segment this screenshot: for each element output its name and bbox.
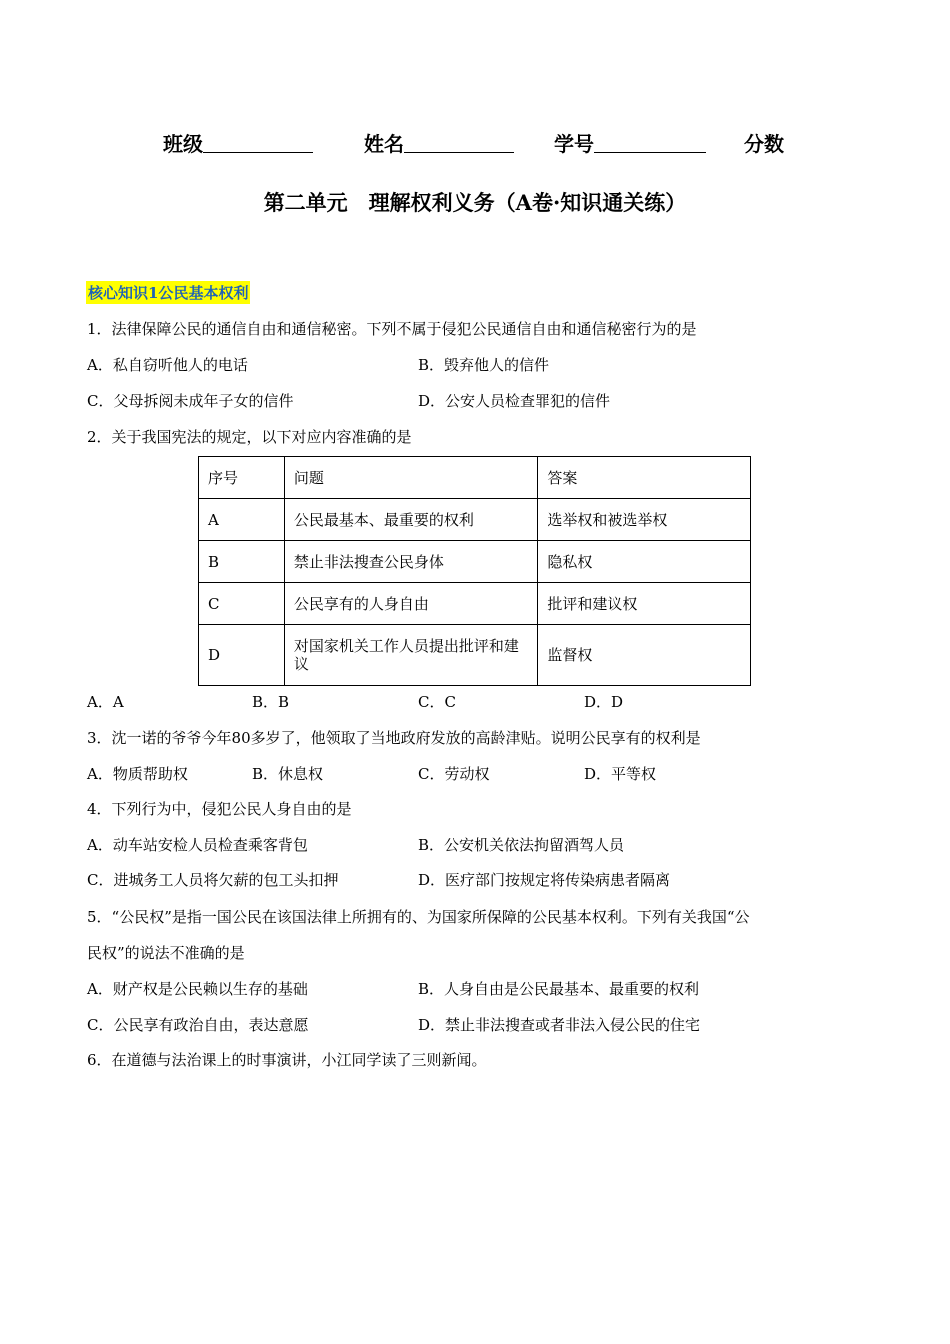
table-header-question: 问题 <box>284 457 538 499</box>
table-cell-answer: 选举权和被选举权 <box>538 499 751 541</box>
question-2-option-d[interactable]: D．D <box>584 693 624 711</box>
table-cell-id: A <box>199 499 285 541</box>
question-2-option-c[interactable]: C．C <box>418 693 456 711</box>
question-5-stem-line1: 5．“公民权”是指一国公民在该国法律上所拥有的、为国家所保障的公民基本权利。下列有关我国“公 <box>87 908 750 926</box>
question-5-stem-line2: 民权”的说法不准确的是 <box>87 944 245 962</box>
table-row <box>199 583 751 625</box>
question-4-option-d[interactable]: D．医疗部门按规定将传染病患者隔离 <box>418 871 671 889</box>
table-cell-question: 公民最基本、最重要的权利 <box>284 499 538 541</box>
table-row <box>199 499 751 541</box>
name-field <box>364 128 514 157</box>
number-field <box>554 128 706 157</box>
class-field <box>163 128 313 157</box>
question-1-stem: 1．法律保障公民的通信自由和通信秘密。下列不属于侵犯公民通信自由和通信秘密行为的是 <box>87 320 697 338</box>
table-cell-answer: 批评和建议权 <box>538 583 751 625</box>
constitution-table <box>198 456 751 686</box>
question-3-stem: 3．沈一诺的爷爷今年80多岁了，他领取了当地政府发放的高龄津贴。说明公民享有的权利是 <box>87 729 701 747</box>
question-5-option-c[interactable]: C．公民享有政治自由，表达意愿 <box>87 1016 309 1034</box>
table-cell-answer: 隐私权 <box>538 541 751 583</box>
class-blank[interactable] <box>203 132 313 153</box>
question-5-option-a[interactable]: A．财产权是公民赖以生存的基础 <box>87 980 308 998</box>
question-6-stem: 6．在道德与法治课上的时事演讲，小江同学读了三则新闻。 <box>87 1051 487 1069</box>
table-row <box>199 541 751 583</box>
question-4-option-a[interactable]: A．动车站安检人员检查乘客背包 <box>87 836 308 854</box>
table-cell-question: 对国家机关工作人员提出批评和建议 <box>284 625 538 686</box>
question-2-option-a[interactable]: A．A <box>87 693 124 711</box>
question-3-option-d[interactable]: D．平等权 <box>584 765 657 783</box>
name-blank[interactable] <box>404 132 514 153</box>
table-cell-answer: 监督权 <box>538 625 751 686</box>
table-cell-id: D <box>199 625 285 686</box>
table-header-id: 序号 <box>199 457 285 499</box>
table-header-row <box>199 457 751 499</box>
question-4-stem: 4．下列行为中，侵犯公民人身自由的是 <box>87 800 352 818</box>
class-label: 班级 <box>163 132 203 156</box>
question-1-option-b[interactable]: B．毁弃他人的信件 <box>418 356 550 374</box>
question-3-option-a[interactable]: A．物质帮助权 <box>87 765 188 783</box>
score-label: 分数 <box>744 132 784 156</box>
question-2-option-b[interactable]: B．B <box>252 693 290 711</box>
page-title: 第二单元 理解权利义务（A卷·知识通关练） <box>263 190 687 215</box>
number-blank[interactable] <box>594 132 706 153</box>
question-3-option-c[interactable]: C．劳动权 <box>418 765 490 783</box>
question-1-option-d[interactable]: D．公安人员检查罪犯的信件 <box>418 392 611 410</box>
question-1-option-c[interactable]: C．父母拆阅未成年子女的信件 <box>87 392 294 410</box>
score-field <box>744 128 784 157</box>
question-4-option-c[interactable]: C．进城务工人员将欠薪的包工头扣押 <box>87 871 339 889</box>
name-label: 姓名 <box>364 132 404 156</box>
number-label: 学号 <box>554 132 594 156</box>
table-cell-question: 公民享有的人身自由 <box>284 583 538 625</box>
table-cell-question: 禁止非法搜查公民身体 <box>284 541 538 583</box>
table-cell-id: C <box>199 583 285 625</box>
table-cell-id: B <box>199 541 285 583</box>
table-row <box>199 625 751 686</box>
question-5-option-b[interactable]: B．人身自由是公民最基本、最重要的权利 <box>418 980 700 998</box>
question-1-option-a[interactable]: A．私自窃听他人的电话 <box>87 356 248 374</box>
question-4-option-b[interactable]: B．公安机关依法拘留酒驾人员 <box>418 836 625 854</box>
question-3-option-b[interactable]: B．休息权 <box>252 765 324 783</box>
table-header-answer: 答案 <box>538 457 751 499</box>
section-heading: 核心知识1公民基本权利 <box>86 281 250 304</box>
question-2-stem: 2．关于我国宪法的规定，以下对应内容准确的是 <box>87 428 412 446</box>
question-5-option-d[interactable]: D．禁止非法搜查或者非法入侵公民的住宅 <box>418 1016 701 1034</box>
